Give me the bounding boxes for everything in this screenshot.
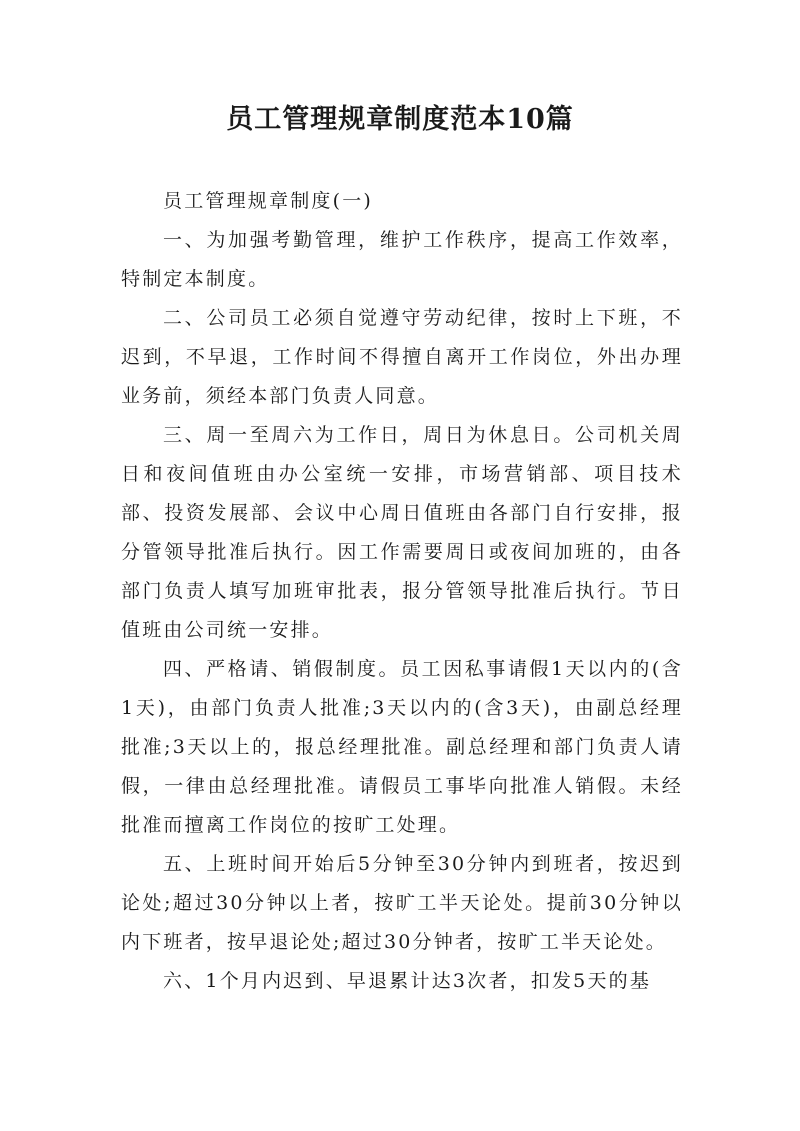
paragraph-5: 五、上班时间开始后5分钟至30分钟内到班者，按迟到论处;超过30分钟以上者，按旷工半天论处。提前30分钟以内下班者，按早退论处;超过30分钟者，按旷工半天论处。 — [121, 853, 683, 953]
paragraph-2: 二、公司员工必须自觉遵守劳动纪律，按时上下班，不迟到，不早退，工作时间不得擅自离开工作岗位，外出办理业务前，须经本部门负责人同意。 — [121, 307, 683, 407]
paragraph-6: 六、1个月内迟到、早退累计达3次者，扣发5天的基 — [163, 970, 652, 992]
paragraph-1: 一、为加强考勤管理，维护工作秩序，提高工作效率，特制定本制度。 — [121, 229, 683, 290]
section-heading: 员工管理规章制度(一) — [163, 190, 374, 212]
document-title: 员工管理规章制度范本10篇 — [226, 104, 574, 135]
paragraph-4: 四、严格请、销假制度。员工因私事请假1天以内的(含1天)，由部门负责人批准;3天以内的(含3天)，由副总经理批准;3天以上的，报总经理批准。副总经理和部门负责人请假，一律由总经理批准。请假员工事毕向批准人销假。未经批准而擅离工作岗位的按旷工处理。 — [121, 658, 683, 836]
document-body — [121, 182, 683, 1001]
paragraph-3: 三、周一至周六为工作日，周日为休息日。公司机关周日和夜间值班由办公室统一安排，市场营销部、项目技术部、投资发展部、会议中心周日值班由各部门自行安排，报分管领导批准后执行。因工作需要周日或夜间加班的，由各部门负责人填写加班审批表，报分管领导批准后执行。节日值班由公司统一安排。 — [121, 424, 683, 641]
